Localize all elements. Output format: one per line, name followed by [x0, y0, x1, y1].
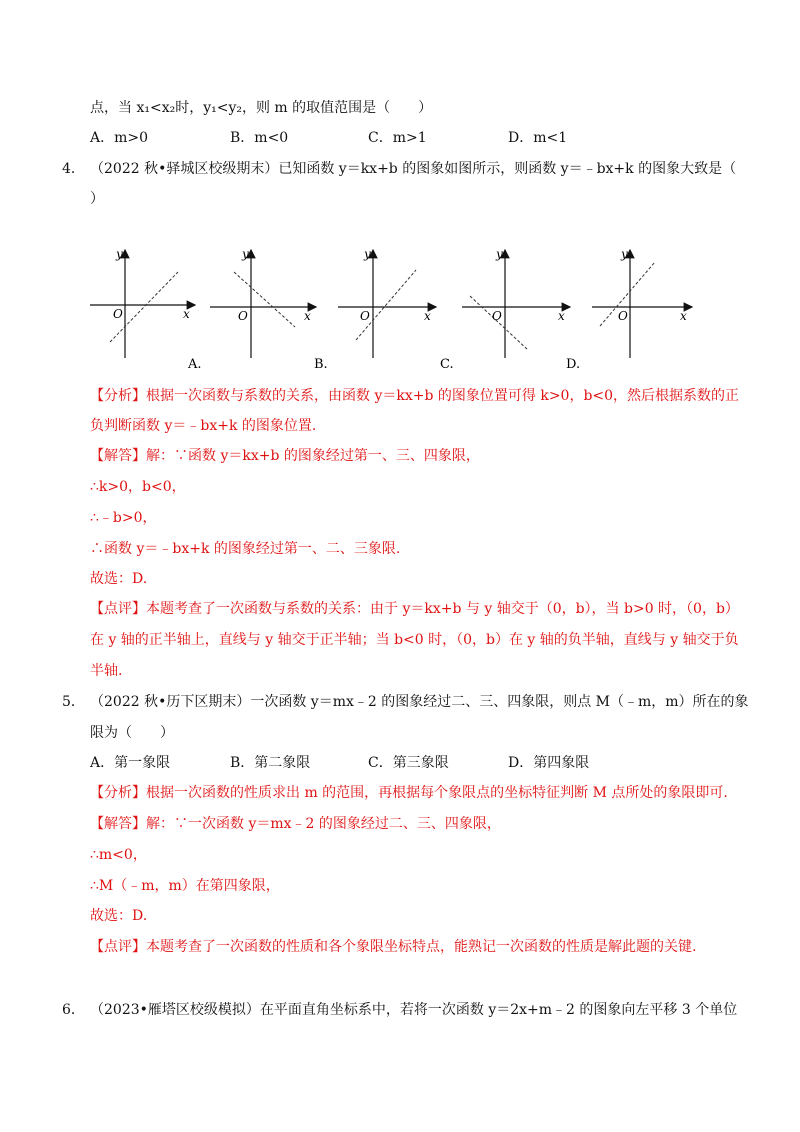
q4-comment-line3: 半轴. — [90, 663, 123, 679]
q4-solution-3: ∴函数 y＝﹣bx+k 的图象经过第一、二、三象限. — [90, 541, 401, 557]
q6-stem-line1: （2023•雁塔区校级模拟）在平面直角坐标系中，若将一次函数 y＝2x+m﹣2 的图象向左平移 3 个单位 — [90, 1002, 738, 1018]
q5-option-b[interactable]: B．第二象限 — [230, 755, 311, 771]
graph-c-x-label: x — [424, 309, 431, 323]
q3-option-d[interactable]: D．m<1 — [508, 130, 568, 146]
q5-option-c[interactable]: C．第三象限 — [368, 755, 449, 771]
graph-label-c: C. — [440, 357, 454, 370]
q3-option-a[interactable]: A．m>0 — [90, 130, 149, 146]
graph-e-origin: O — [618, 309, 628, 323]
q4-solution-2: ∴﹣b>0， — [90, 510, 157, 526]
graph-label-d: D. — [566, 357, 581, 370]
q3-option-b[interactable]: B．m<0 — [230, 130, 289, 146]
q5-option-a[interactable]: A．第一象限 — [90, 755, 171, 771]
q5-number: 5． — [62, 694, 85, 710]
q4-comment-line1: 【点评】本题考查了一次函数与系数的关系：由于 y＝kx+b 与 y 轴交于（0，b），当 b>0 时，（0，b） — [90, 601, 739, 617]
q5-solution-1: ∴m<0， — [90, 847, 147, 863]
q4-stem-line1: （2022 秋•驿城区校级期末）已知函数 y＝kx+b 的图象如图所示，则函数 y＝﹣bx+k 的图象大致是（ — [90, 161, 737, 177]
q4-analysis-line1: 【分析】根据一次函数与系数的关系，由函数 y＝kx+b 的图象位置可得 k>0，b<0，然后根据系数的正 — [90, 388, 740, 404]
graph-c[interactable] — [338, 247, 436, 358]
q5-stem-line1: （2022 秋•历下区期末）一次函数 y＝mx﹣2 的图象经过二、三、四象限，则点 M（﹣m，m）所在的象 — [90, 694, 749, 710]
q5-solution-3: 故选：D. — [90, 908, 148, 924]
graph-c-origin: O — [360, 309, 370, 323]
graph-d-alt-x-label: x — [558, 309, 565, 323]
graph-e-y-label: y — [621, 247, 628, 261]
graph-e[interactable] — [592, 247, 692, 358]
graph-label-b: B. — [314, 357, 328, 370]
q4-solution-1: ∴k>0，b<0， — [90, 479, 186, 495]
q5-comment: 【点评】本题考查了一次函数的性质和各个象限坐标特点，能熟记一次函数的性质是解此题的关键. — [90, 939, 697, 955]
graph-e-x-label: x — [680, 309, 687, 323]
graph-d-alt[interactable] — [462, 247, 570, 358]
q4-solution-4: 故选：D. — [90, 571, 148, 587]
q4-number: 4． — [62, 161, 85, 177]
graph-a-origin: O — [113, 307, 123, 321]
q3-option-c[interactable]: C．m>1 — [368, 130, 427, 146]
q5-stem-line2: 限为（ ） — [90, 725, 174, 741]
q5-solution-0: 【解答】解：∵一次函数 y＝mx﹣2 的图象经过二、三、四象限， — [90, 816, 501, 832]
q5-analysis: 【分析】根据一次函数的性质求出 m 的范围，再根据每个象限点的坐标特征判断 M 点所处的象限即可. — [90, 785, 728, 801]
q4-stem-line2: ） — [90, 191, 104, 207]
graph-d-alt-origin: O — [492, 309, 502, 323]
graph-b-x-label: x — [304, 309, 311, 323]
graph-d-alt-y-label: y — [496, 247, 503, 261]
q5-solution-2: ∴M（﹣m，m）在第四象限， — [90, 878, 280, 894]
q5-option-d[interactable]: D．第四象限 — [508, 755, 590, 771]
q4-solution-0: 【解答】解：∵函数 y＝kx+b 的图象经过第一、三、四象限， — [90, 448, 480, 464]
graph-c-y-label: y — [364, 247, 371, 261]
graph-a[interactable] — [90, 247, 195, 358]
q4-analysis-line2: 负判断函数 y＝﹣bx+k 的图象位置. — [90, 418, 317, 434]
graph-a-x-label: x — [183, 307, 190, 321]
graph-b[interactable] — [210, 247, 316, 358]
q6-number: 6． — [62, 1002, 85, 1018]
graph-b-origin: O — [238, 309, 248, 323]
q4-graphs — [0, 240, 800, 370]
graph-a-y-label: y — [116, 247, 123, 261]
q4-comment-line2: 在 y 轴的正半轴上，直线与 y 轴交于正半轴；当 b<0 时，（0，b）在 y 轴的负半轴，直线与 y 轴交于负 — [90, 632, 739, 648]
graph-b-y-label: y — [242, 247, 249, 261]
graph-label-a: A. — [188, 357, 202, 370]
q3-stem: 点，当 x₁<x₂时，y₁<y₂，则 m 的取值范围是（ ） — [90, 100, 433, 116]
